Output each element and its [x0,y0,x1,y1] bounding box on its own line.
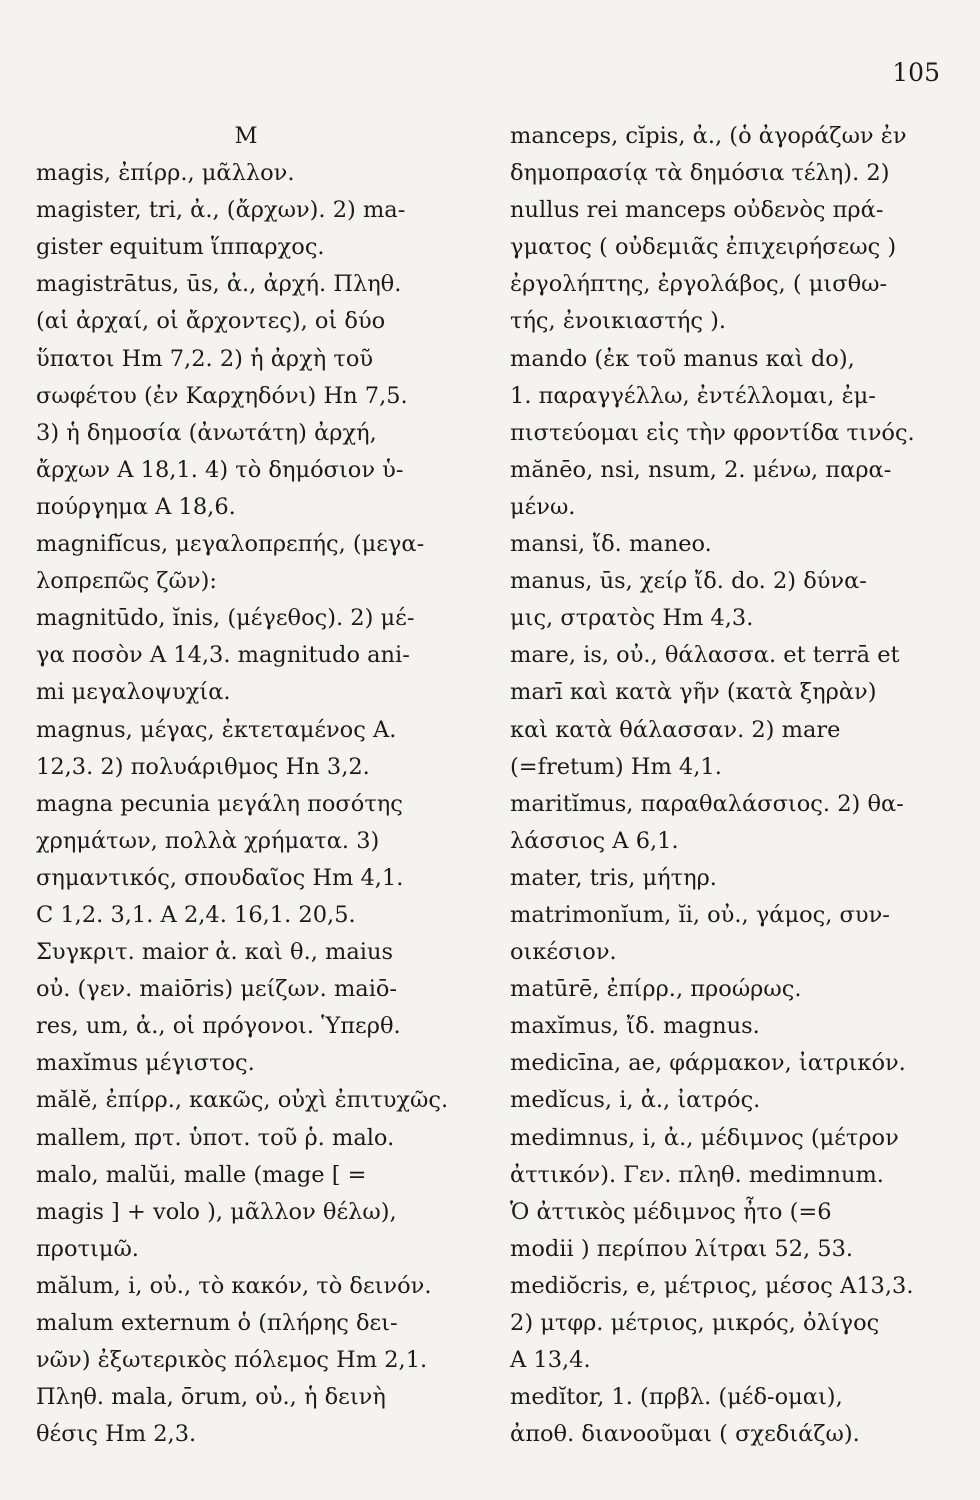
left-column-line: σωφέτου (ἐν Καρχηδόνι) Hn 7,5. [36,382,408,409]
right-column-line: marī καὶ κατὰ γῆν (κατὰ ξηρὰν) [510,679,877,706]
left-column-line: θέσις Hm 2,3. [36,1421,197,1448]
right-column-line: maritĭmus, παραθαλάσσιος. 2) θα- [510,790,904,817]
right-column-line: πιστεύομαι εἰς τὴν φροντίδα τινός. [510,419,915,446]
right-column-line: λάσσιος A 6,1. [510,827,679,854]
left-column-line: magnitūdo, ĭnis, (μέγεθος). 2) μέ- [36,605,415,632]
right-column-line: (=fretum) Hm 4,1. [510,753,722,780]
right-column-line: matrimonĭum, ĭi, οὐ., γάμος, συν- [510,901,890,928]
left-column-line: προτιμῶ. [36,1235,139,1262]
left-column-line: χρημάτων, πολλὰ χρήματα. 3) [36,827,380,854]
left-column-line: res, um, ἀ., οἱ πρόγονοι. Ὑπερθ. [36,1013,401,1040]
left-column-line: C 1,2. 3,1. A 2,4. 16,1. 20,5. [36,901,356,928]
right-column-line: nullus rei manceps οὐδενὸς πρά- [510,197,884,224]
left-column-line: ἄρχων A 18,1. 4) τὸ δημόσιον ὑ- [36,456,404,483]
left-column-line: σημαντικός, σπουδαῖος Hm 4,1. [36,864,404,891]
left-column [36,118,476,1453]
right-column-line: modii ) περίπου λίτραι 52, 53. [510,1235,854,1262]
right-column-line: maxĭmus, ἴδ. magnus. [510,1013,760,1040]
right-column-line: medimnus, i, ἀ., μέδιμνος (μέτρον [510,1124,899,1151]
right-column-line: οικέσιον. [510,939,617,966]
right-column-line: matūrē, ἐπίρρ., προώρως. [510,976,802,1003]
left-column-line: magis ] + volo ), μᾶλλον θέλω), [36,1198,397,1225]
left-column-line: οὐ. (γεν. maiōris) μείζων. maiō- [36,976,398,1003]
left-column-line: magister, tri, ἀ., (ἄρχων). 2) ma- [36,197,406,224]
left-column-line: mi μεγαλοψυχία. [36,679,231,706]
left-column-line: magnus, μέγας, ἐκτεταμένος A. [36,716,397,743]
right-column-line: Ὁ ἀττικὸς μέδιμνος ἦτο (=6 [510,1198,832,1225]
right-column-line: mando (ἐκ τοῦ manus καὶ do), [510,345,855,372]
left-column-line: 3) ἡ δημοσία (ἀνωτάτη) ἀρχή, [36,419,377,446]
right-column-line: ἐργολήπτης, ἐργολάβος, ( μισθω- [510,271,888,298]
left-column-line: magnifĭcus, μεγαλοπρεπής, (μεγα- [36,531,425,558]
left-column-line: mallem, πρτ. ὑποτ. τοῦ ῥ. malo. [36,1124,395,1151]
right-column-line: καὶ κατὰ θάλασσαν. 2) mare [510,716,841,743]
left-column-line: πούργημα A 18,6. [36,493,236,520]
right-column-line: ἀττικόν). Γεν. πληθ. medimnum. [510,1161,884,1188]
right-column-line: δημοπρασίᾳ τὰ δημόσια τέλη). 2) [510,160,890,187]
right-column-line: mănēo, nsi, nsum, 2. μένω, παρα- [510,456,892,483]
right-column-line: γματος ( οὐδεμιᾶς ἐπιχειρήσεως ) [510,234,897,261]
left-column-line: malo, malŭi, malle (mage [ = [36,1161,367,1188]
left-column-line: malum externum ὁ (πλήρης δει- [36,1310,398,1336]
right-column-line: A 13,4. [510,1347,591,1374]
left-column-line: magna pecunia μεγάλη ποσότης [36,790,403,817]
right-column-line: manceps, cĭpis, ἀ., (ὁ ἀγοράζων ἐν [510,123,907,149]
left-column-line: (αἱ ἀρχαί, οἱ ἄρχοντες), οἱ δύο [36,308,386,335]
left-column-line: γα ποσὸν A 14,3. magnitudo ani- [36,642,410,669]
left-column-line: mălĕ, ἐπίρρ., κακῶς, οὐχὶ ἐπιτυχῶς. [36,1087,449,1114]
left-column-line: νῶν) ἐξωτερικὸς πόλεμος Hm 2,1. [36,1347,428,1374]
right-column-line: ἀποθ. διανοοῦμαι ( σχεδιάζω). [510,1421,860,1448]
right-column-line: medĭtor, 1. (πρβλ. (μέδ-ομαι), [510,1384,843,1411]
left-column-line: maxĭmus μέγιστος. [36,1050,255,1077]
right-column-line: 1. παραγγέλλω, ἐντέλλομαι, ἐμ- [510,382,876,409]
right-column-line: 2) μτφρ. μέτριος, μικρός, ὀλίγος [510,1310,880,1336]
left-column-line: Πληθ. mala, ōrum, οὐ., ἡ δεινὴ [36,1384,386,1411]
right-column-line: medicīna, ae, φάρμακον, ἰατρικόν. [510,1050,906,1077]
right-column-line: mansi, ἴδ. maneo. [510,531,712,558]
right-column-line: mare, is, οὐ., θάλασσα. et terrā et [510,642,900,669]
left-column-line: λοπρεπῶς ζῶν): [36,568,217,595]
left-column-line: gister equitum ἵππαρχος. [36,234,325,261]
right-column-line: mater, tris, μήτηρ. [510,864,717,891]
right-column-line: manus, ūs, χείρ ἴδ. do. 2) δύνα- [510,568,867,595]
left-column-line: mălum, i, οὐ., τὸ κακόν, τὸ δεινόν. [36,1272,432,1299]
left-column-line: ὕπατοι Hm 7,2. 2) ἡ ἀρχὴ τοῦ [36,345,374,372]
right-column [510,118,942,1453]
page-number: 105 [892,58,940,87]
right-column-line: μις, στρατὸς Hm 4,3. [510,605,754,632]
left-column-line: magis, ἐπίρρ., μᾶλλον. [36,160,295,187]
right-column-line: μένω. [510,493,576,520]
section-letter-heading: M [234,123,258,149]
left-column-line: 12,3. 2) πολυάριθμος Hn 3,2. [36,753,370,780]
right-column-line: mediŏcris, e, μέτριος, μέσος A13,3. [510,1272,914,1299]
left-column-line: magistrātus, ūs, ἀ., ἀρχή. Πληθ. [36,271,402,298]
right-column-line: medĭcus, i, ἀ., ἰατρός. [510,1087,761,1114]
left-column-line: Συγκριτ. maior ἀ. καὶ θ., maius [36,939,394,966]
right-column-line: τής, ἐνοικιαστής ). [510,308,727,335]
